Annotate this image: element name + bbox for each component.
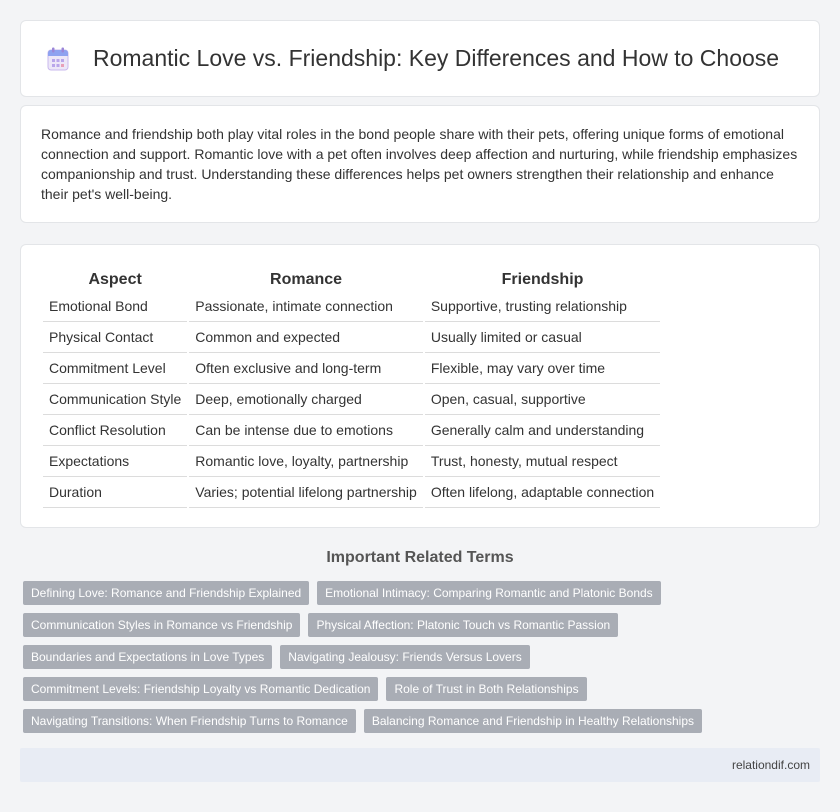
table-row xyxy=(43,384,660,415)
column-header-aspect: Aspect xyxy=(88,271,142,288)
related-terms-heading: Important Related Terms xyxy=(326,549,514,566)
table-cell: Romantic love, loyalty, partnership xyxy=(189,446,423,477)
tag-row xyxy=(23,645,703,669)
tag-row xyxy=(23,581,703,605)
footer-site-name: relationdif.com xyxy=(731,758,810,772)
table-cell: Passionate, intimate connection xyxy=(189,291,423,322)
table-cell: Common and expected xyxy=(189,322,423,353)
table-cell: Flexible, may vary over time xyxy=(425,353,660,384)
comparison-table xyxy=(41,265,662,508)
table-cell: Expectations xyxy=(43,446,187,477)
table-cell: Often lifelong, adaptable connection xyxy=(425,477,660,508)
related-term-link[interactable]: Balancing Romance and Friendship in Healthy Relationships xyxy=(364,709,702,733)
table-cell: Generally calm and understanding xyxy=(425,415,660,446)
intro-card xyxy=(20,105,820,223)
intro-paragraph: Romance and friendship both play vital roles in the bond people share with their pets, offering unique forms of emotional connection and support. Romantic love with a pet often involves deep affection and nurturing, while friendship emphasizes companionship and trust. Understanding these differences helps pet owners strengthen their relationship and enhance their pet's well-being. xyxy=(41,126,798,202)
tag-row xyxy=(23,709,703,733)
table-cell: Commitment Level xyxy=(43,353,187,384)
related-term-link[interactable]: Navigating Transitions: When Friendship Turns to Romance xyxy=(23,709,356,733)
related-terms-list xyxy=(23,581,703,741)
table-row xyxy=(43,415,660,446)
table-cell: Communication Style xyxy=(43,384,187,415)
related-term-link[interactable]: Emotional Intimacy: Comparing Romantic and Platonic Bonds xyxy=(317,581,661,605)
related-term-link[interactable]: Role of Trust in Both Relationships xyxy=(386,677,586,701)
calendar-icon xyxy=(47,47,69,71)
comparison-card xyxy=(20,244,820,528)
table-row xyxy=(43,322,660,353)
tag-row xyxy=(23,613,703,637)
table-cell: Supportive, trusting relationship xyxy=(425,291,660,322)
footer xyxy=(20,748,820,782)
table-row xyxy=(43,446,660,477)
page-title: Romantic Love vs. Friendship: Key Differences and How to Choose xyxy=(93,45,780,71)
table-cell: Trust, honesty, mutual respect xyxy=(425,446,660,477)
table-cell: Conflict Resolution xyxy=(43,415,187,446)
related-term-link[interactable]: Defining Love: Romance and Friendship Explained xyxy=(23,581,309,605)
table-cell: Emotional Bond xyxy=(43,291,187,322)
table-cell: Deep, emotionally charged xyxy=(189,384,423,415)
related-term-link[interactable]: Commitment Levels: Friendship Loyalty vs Romantic Dedication xyxy=(23,677,378,701)
table-row xyxy=(43,477,660,508)
table-cell: Open, casual, supportive xyxy=(425,384,660,415)
table-cell: Physical Contact xyxy=(43,322,187,353)
table-header-row xyxy=(43,265,660,291)
table-cell: Varies; potential lifelong partnership xyxy=(189,477,423,508)
header-card xyxy=(20,20,820,97)
related-term-link[interactable]: Physical Affection: Platonic Touch vs Romantic Passion xyxy=(308,613,618,637)
table-cell: Usually limited or casual xyxy=(425,322,660,353)
column-header-romance: Romance xyxy=(270,271,343,288)
table-row xyxy=(43,291,660,322)
related-term-link[interactable]: Boundaries and Expectations in Love Types xyxy=(23,645,272,669)
related-term-link[interactable]: Communication Styles in Romance vs Friendship xyxy=(23,613,300,637)
tag-row xyxy=(23,677,703,701)
table-cell: Can be intense due to emotions xyxy=(189,415,423,446)
table-cell: Duration xyxy=(43,477,187,508)
column-header-friendship: Friendship xyxy=(501,271,584,288)
table-cell: Often exclusive and long-term xyxy=(189,353,423,384)
table-row xyxy=(43,353,660,384)
related-term-link[interactable]: Navigating Jealousy: Friends Versus Lovers xyxy=(280,645,529,669)
